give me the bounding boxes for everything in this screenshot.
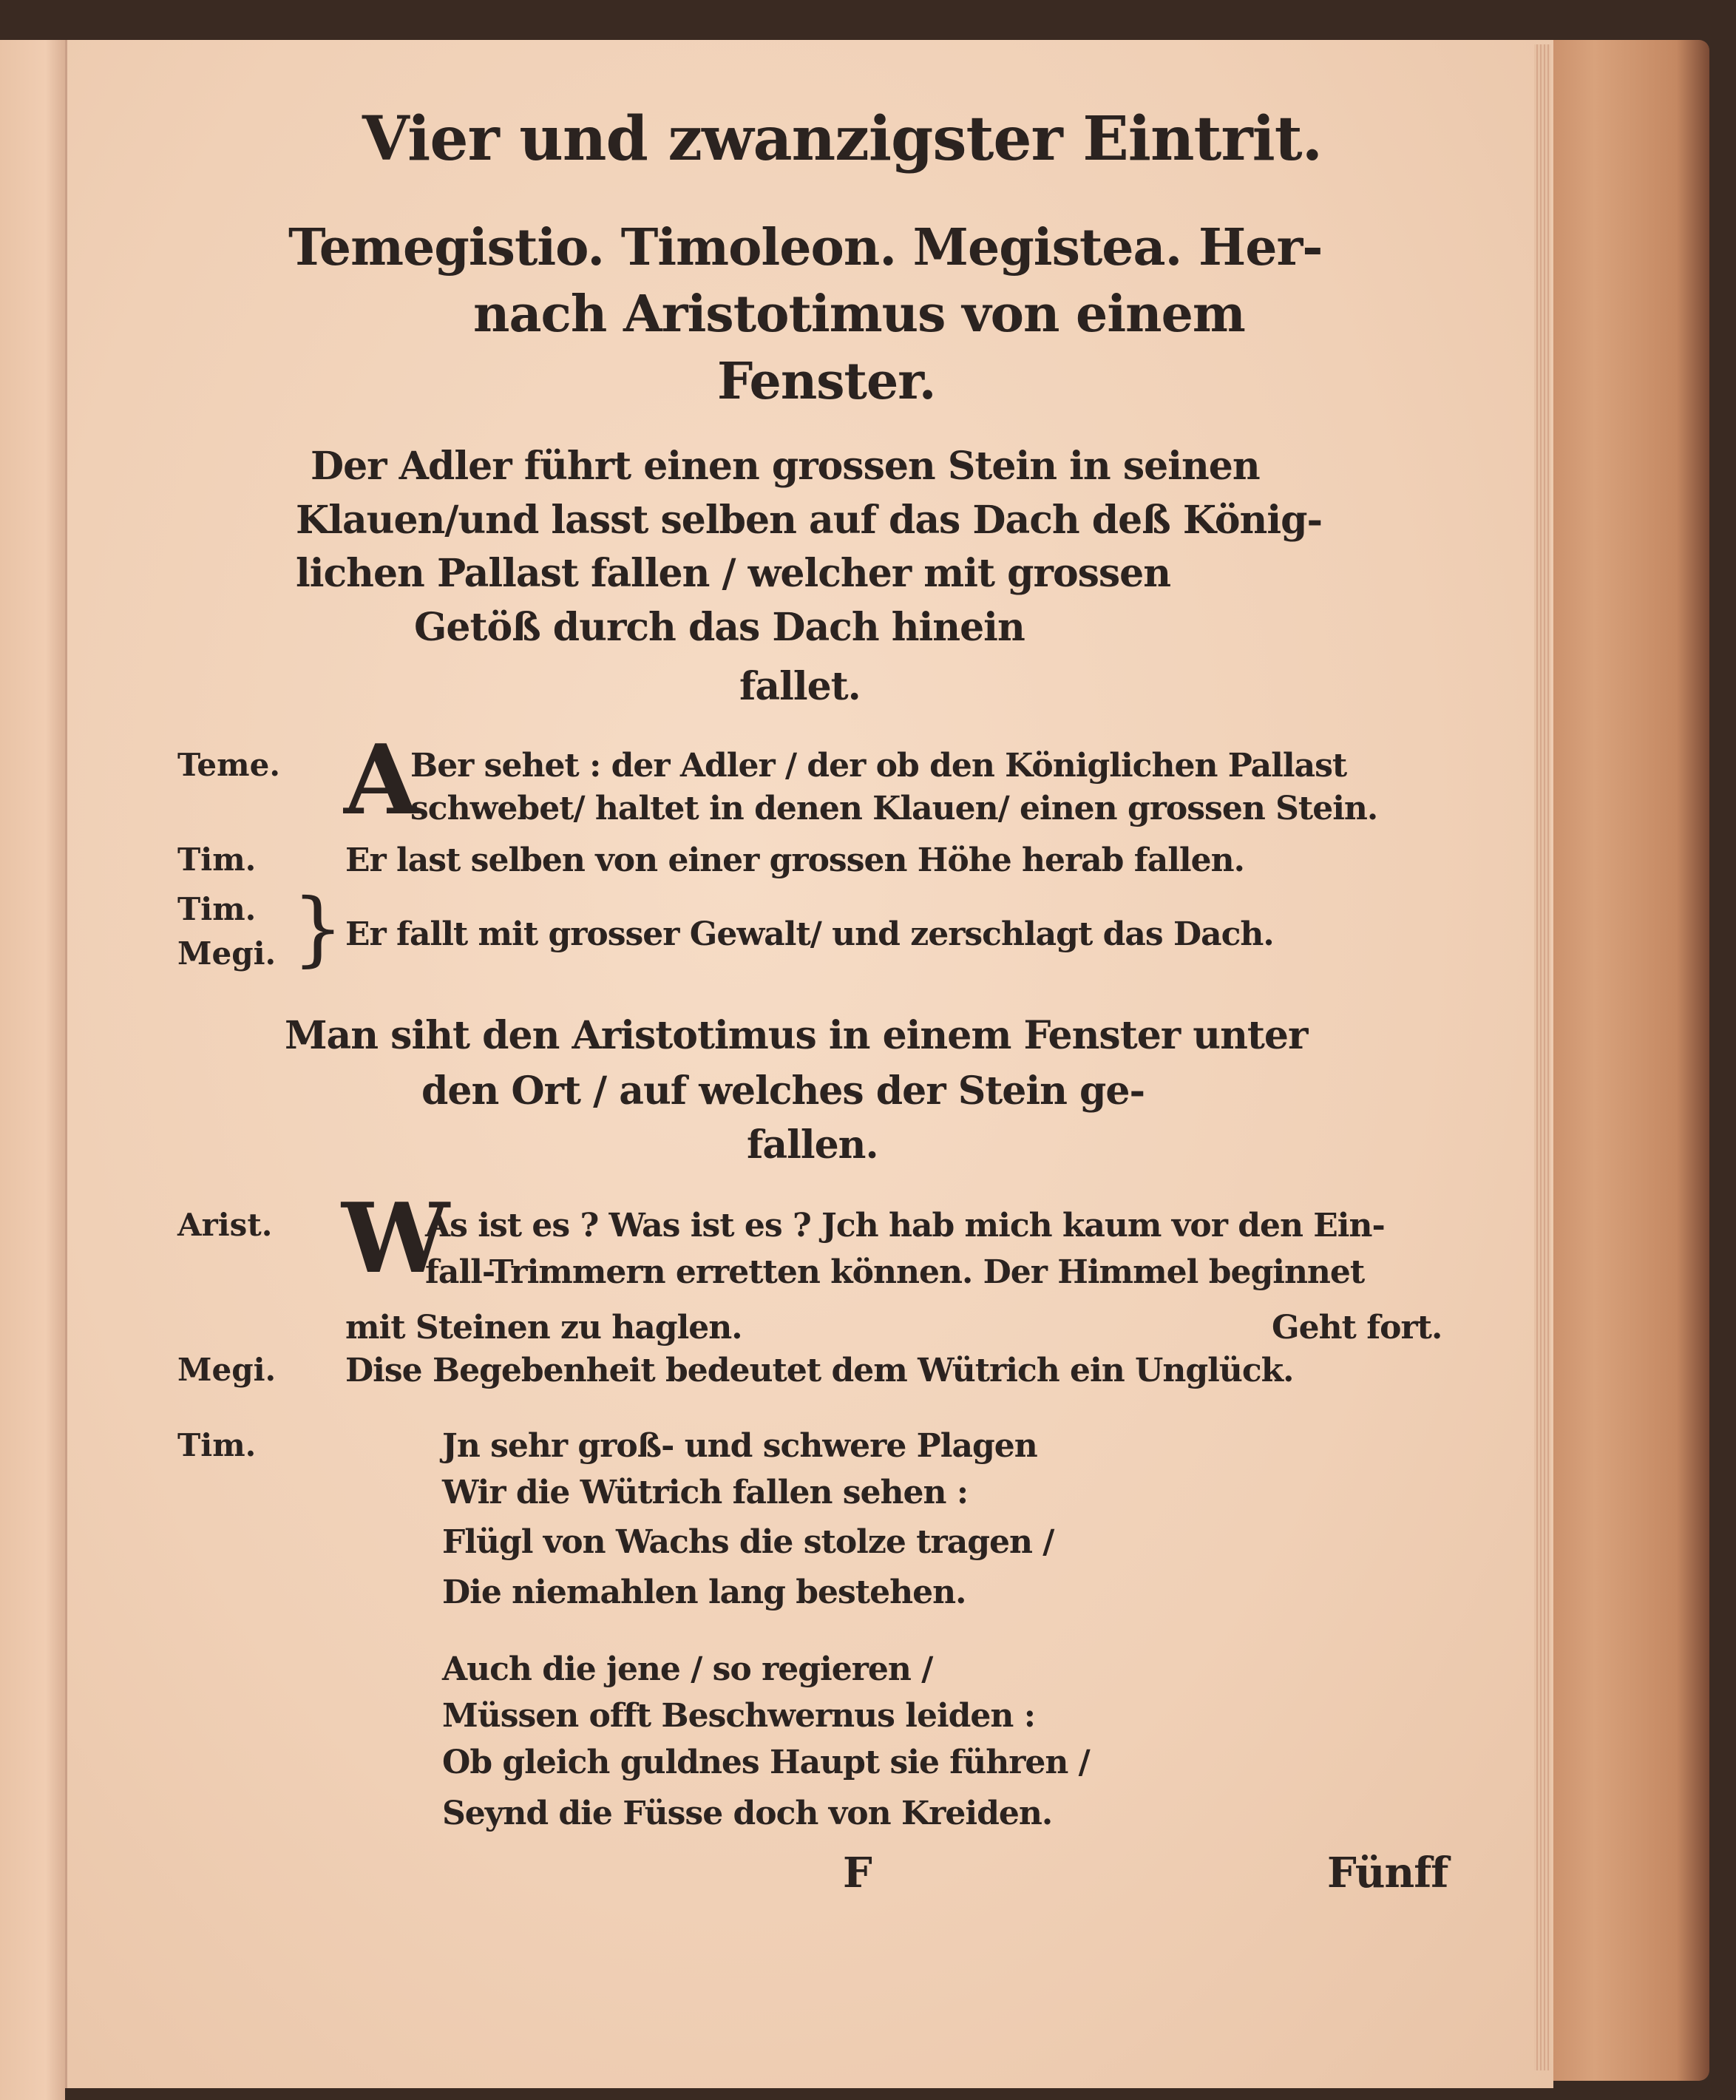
left-page-edge [0, 40, 65, 2100]
verse-line: Die niemahlen lang bestehen. [442, 1574, 966, 1611]
book-cover-board [1545, 40, 1709, 2081]
subtitle-line: nach Aristotimus von einem [473, 285, 1245, 344]
speech-line: Ber sehet : der Adler / der ob den Königlichen Pallast [410, 747, 1347, 785]
verse-line: Müssen offt Beschwernus leiden : [442, 1697, 1035, 1735]
speech-line: Dise Begebenheit bedeutet dem Wütrich ein Unglück. [345, 1352, 1294, 1389]
drop-initial: A [344, 723, 418, 836]
subtitle-line: Fenster. [717, 352, 936, 411]
verse-line: Jn sehr groß- und schwere Plagen [442, 1427, 1037, 1465]
stage-direction-line: Man siht den Aristotimus in einem Fenster unter [285, 1013, 1308, 1058]
stage-direction-line: lichen Pallast fallen / welcher mit grossen [296, 551, 1171, 596]
page-edges [1534, 44, 1550, 2070]
verse-line: Seynd die Füsse doch von Kreiden. [442, 1795, 1053, 1832]
speech-line: As ist es ? Was ist es ? Jch hab mich kaum vor den Ein- [425, 1207, 1385, 1244]
speaker-label: Megi. [177, 935, 277, 972]
subtitle-line: Temegistio. Timoleon. Megistea. Her- [288, 218, 1323, 277]
speaker-label: Tim. [177, 841, 257, 878]
speaker-label: Tim. [177, 1427, 257, 1463]
speech-line: Er fallt mit grosser Gewalt/ und zerschlagt das Dach. [345, 915, 1274, 953]
speaker-label: Arist. [177, 1207, 273, 1243]
catchword: Fünff [1327, 1849, 1448, 1897]
stage-direction-line: fallet. [739, 664, 861, 709]
speech-line: schwebet/ haltet in denen Klauen/ einen grossen Stein. [410, 790, 1378, 827]
verse-line: Ob gleich guldnes Haupt sie führen / [442, 1744, 1090, 1781]
verse-line: Flügl von Wachs die stolze tragen / [442, 1523, 1054, 1561]
speaker-label: Tim. [177, 891, 257, 927]
stage-direction-line: Getöß durch das Dach hinein [414, 605, 1025, 650]
verse-line: Auch die jene / so regieren / [442, 1650, 933, 1688]
speaker-label: Teme. [177, 747, 280, 783]
stage-direction-line: fallen. [747, 1122, 878, 1168]
speaker-label: Megi. [177, 1352, 277, 1388]
stage-direction-line: Der Adler führt einen grossen Stein in seinen [311, 444, 1260, 489]
speech-line: Er last selben von einer grossen Höhe herab fallen. [345, 841, 1244, 879]
exit-direction: Geht fort. [1272, 1309, 1442, 1347]
brace-icon: } [292, 881, 344, 975]
page-title: Vier und zwanzigster Eintrit. [362, 104, 1323, 175]
drop-initial: W [342, 1182, 450, 1295]
stage-direction-line: den Ort / auf welches der Stein ge- [421, 1068, 1145, 1114]
speech-line: mit Steinen zu haglen. [345, 1309, 742, 1347]
verse-line: Wir die Wütrich fallen sehen : [442, 1474, 969, 1511]
stage-direction-line: Klauen/und lasst selben auf das Dach deß König- [296, 498, 1323, 543]
speech-line: fall-Trimmern erretten können. Der Himmel beginnet [425, 1253, 1365, 1291]
signature-mark: F [843, 1849, 872, 1897]
